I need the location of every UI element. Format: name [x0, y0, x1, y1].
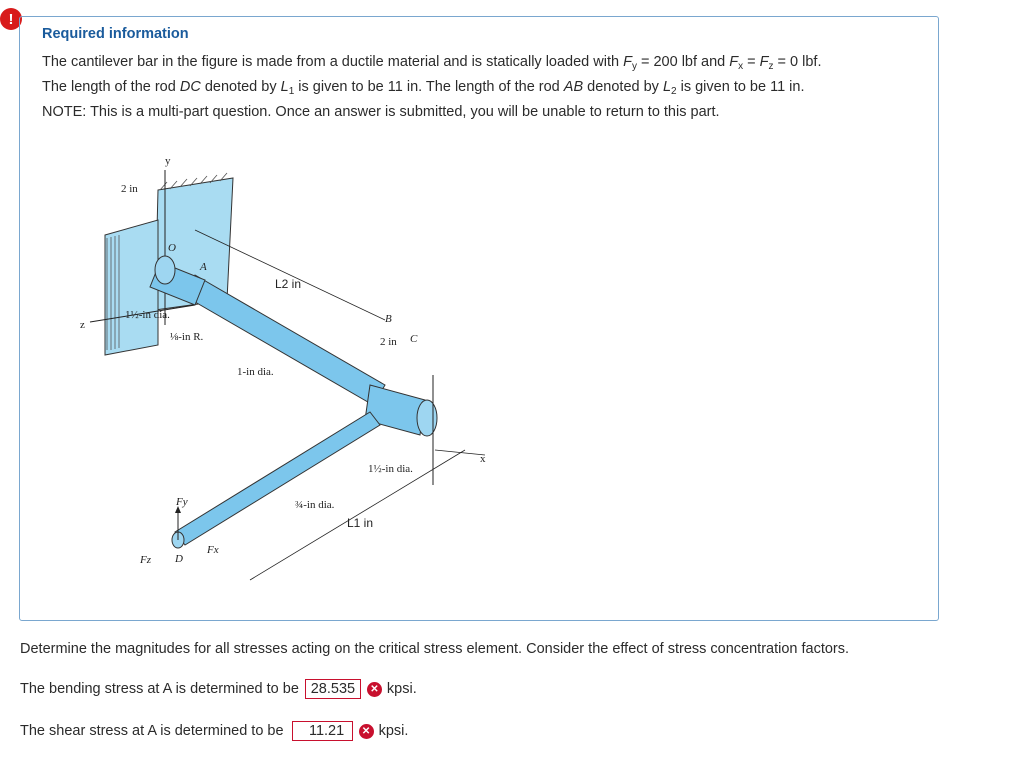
statement-line-1: The cantilever bar in the figure is made from a ductile material and is statically loaded with $F_y = 200$ lbf and $F_x = F_z = 0$ lbf.: [42, 54, 822, 72]
point-label-c: C: [410, 333, 418, 345]
axis-label-y: y: [165, 155, 171, 167]
dim-label-2in-top: 2 in: [121, 183, 138, 195]
bending-stress-row: [20, 679, 417, 699]
shear-stress-row: [20, 721, 408, 741]
alert-icon: !: [0, 8, 22, 30]
force-label-fx: Fx: [207, 544, 219, 556]
point-label-a: A: [200, 261, 207, 273]
statement-line-2: The length of the rod DC denoted by $L_1$ is given to be 11 in. The length of the rod AB denoted by $L_2$ is given to be 11 in.: [42, 79, 805, 97]
force-label-fy: Fy: [176, 496, 188, 508]
shear-stress-label: The shear stress at A is determined to be: [20, 723, 284, 739]
dim-label-dia-1-5-left: 1½-in dia.: [125, 309, 170, 321]
dim-label-2in-b: 2 in: [380, 336, 397, 348]
cantilever-bar-figure: [55, 150, 505, 590]
dim-label-l2: L2 in: [275, 277, 302, 291]
bending-stress-label: The bending stress at A is determined to be: [20, 681, 299, 697]
question-text: Determine the magnitudes for all stresses acting on the critical stress element. Consider the effect of stress concentration factors.: [20, 641, 850, 657]
dim-label-dia-1-5-right: 1½-in dia.: [368, 463, 413, 475]
point-label-o: O: [168, 242, 176, 254]
point-label-b: B: [385, 313, 392, 325]
incorrect-icon: ✕: [359, 724, 374, 739]
shear-stress-unit: kpsi.: [378, 723, 409, 739]
incorrect-icon: ✕: [367, 682, 382, 697]
bending-stress-unit: kpsi.: [386, 681, 417, 697]
bending-stress-input[interactable]: 28.535: [305, 679, 361, 699]
point-label-d: D: [175, 553, 183, 565]
required-info-heading: Required information: [42, 26, 189, 42]
dim-label-dia-1: 1-in dia.: [237, 366, 274, 378]
dim-label-dia-3-4: ¾-in dia.: [295, 499, 335, 511]
axis-label-z: z: [80, 319, 85, 331]
force-label-fz: Fz: [140, 554, 151, 566]
shear-stress-input[interactable]: 11.21: [292, 721, 353, 741]
problem-statement: [42, 52, 902, 123]
dim-label-radius: ⅛-in R.: [170, 331, 204, 343]
axis-label-x: x: [480, 453, 486, 465]
note-line: NOTE: This is a multi-part question. Once an answer is submitted, you will be unable to return to this part.: [42, 104, 720, 120]
dim-label-l1: L1 in: [347, 516, 374, 530]
